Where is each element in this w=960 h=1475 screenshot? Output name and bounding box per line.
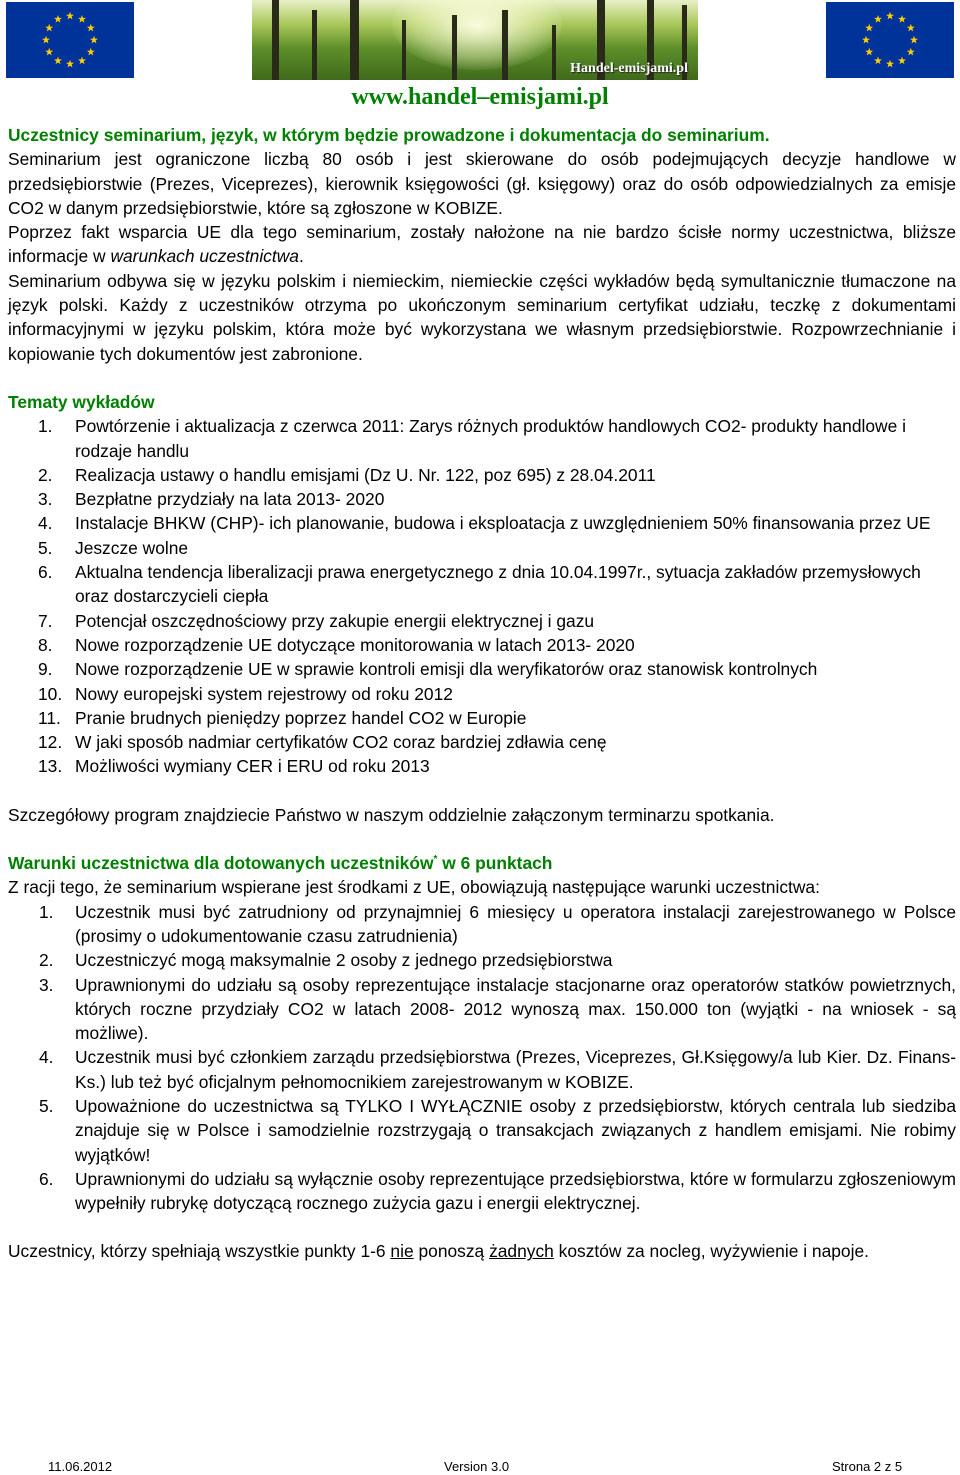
condition-item xyxy=(8,1045,956,1094)
condition-item xyxy=(8,948,956,972)
participation-conditions-reference: warunkach uczestnictwa xyxy=(110,246,299,267)
list-item-text: Uprawnionymi do udziału są wyłącznie osoby reprezentujące przedsiębiorstwa, które w formularzu zgłoszeniowym wypełniły rubrykę dotyczącą rocznego zużycia gazu i energii elektrycznej. xyxy=(75,1168,956,1214)
list-item-number: 6. xyxy=(38,562,53,583)
list-item-text: Aktualna tendencja liberalizacji prawa energetycznego z dnia 10.04.1997r., sytuacja zakładów przemysłowych oraz dostarczycieli ciepła xyxy=(75,562,921,607)
topic-item xyxy=(8,609,956,633)
list-item-text: Uczestnik musi być zatrudniony od przynajmniej 6 miesięcy u operatora instalacji zarejestrowanego w Polsce (prosimy o udokumentowanie czasu zatrudnienia) xyxy=(75,901,956,946)
list-item-text: Pranie brudnych pieniędzy poprzez handel CO2 w Europie xyxy=(75,707,527,728)
topics-list xyxy=(8,414,956,778)
list-item-number: 7. xyxy=(38,610,53,631)
list-item-text: Realizacja ustawy o handlu emisjami (Dz U. Nr. 122, poz 695) z 28.04.2011 xyxy=(75,464,656,485)
list-item-number: 2. xyxy=(39,950,54,971)
list-item-text: Uczestniczyć mogą maksymalnie 2 osoby z jednego przedsiębiorstwa xyxy=(75,950,613,971)
list-item-number: 5. xyxy=(38,537,53,558)
topic-item xyxy=(8,730,956,754)
topic-item xyxy=(8,657,956,681)
site-url: www.handel–emisjami.pl xyxy=(351,84,609,110)
topic-item xyxy=(8,560,956,609)
topic-item xyxy=(8,463,956,487)
footer-date: 11.06.2012 xyxy=(48,1459,113,1474)
condition-item xyxy=(8,900,956,949)
page-header xyxy=(0,0,960,120)
list-item-number: 8. xyxy=(38,634,53,655)
intro-paragraph-1: Seminarium jest ograniczone liczbą 80 osób i jest skierowane do osób podejmujących decyzje handlowe w przedsiębiorstwie (Prezes, Viceprezes), kierownik księgowości (gł. księgowy) oraz do osób odpowiedzialnych za emisje CO2 w danym przedsiębiorstwie, które są zgłoszone w KOBIZE. xyxy=(8,149,956,218)
list-item-number: 1. xyxy=(39,901,54,922)
topic-item xyxy=(8,536,956,560)
footer-page-number: Strona 2 z 5 xyxy=(832,1459,903,1474)
list-item-number: 13. xyxy=(38,756,63,777)
topic-item xyxy=(8,706,956,730)
condition-item xyxy=(8,1167,956,1216)
list-item-text: Uczestnik musi być członkiem zarządu przedsiębiorstwa (Prezes, Viceprezes, Gł.Księgowy/a lub Kier. Dz. Finans-Ks.) lub też być oficjalnym pełnomocnikiem zarejestrowanym w KOBIZE. xyxy=(75,1047,956,1092)
eu-flag-icon xyxy=(826,2,954,78)
list-item-text: Instalacje BHKW (CHP)- ich planowanie, budowa i eksploatacja z uwzględnieniem 50% finansowania przez UE xyxy=(75,513,931,534)
document-body xyxy=(8,123,956,1264)
conditions-intro: Z racji tego, że seminarium wspierane jest środkami z UE, obowiązują następujące warunki uczestnictwa: xyxy=(8,877,820,898)
topics-heading: Tematy wykładów xyxy=(8,391,155,412)
list-item-number: 4. xyxy=(39,1047,54,1068)
list-item-text: Jeszcze wolne xyxy=(75,537,189,558)
list-item-number: 4. xyxy=(38,513,53,534)
list-item-text: Bezpłatne przydziały na lata 2013- 2020 xyxy=(75,489,385,510)
topic-item xyxy=(8,511,956,535)
condition-item xyxy=(8,973,956,1046)
list-item-text: W jaki sposób nadmiar certyfikatów CO2 coraz bardziej zdławia cenę xyxy=(75,732,607,753)
conditions-list xyxy=(8,900,956,1216)
list-item-text: Nowy europejski system rejestrowy od roku 2012 xyxy=(75,683,453,704)
list-item-number: 9. xyxy=(38,659,53,680)
program-note: Szczegółowy program znajdziecie Państwo w naszym oddzielnie załączonym terminarzu spotkania. xyxy=(8,804,775,825)
topic-item xyxy=(8,633,956,657)
list-item-number: 2. xyxy=(38,464,53,485)
list-item-number: 3. xyxy=(39,974,54,995)
list-item-number: 6. xyxy=(39,1168,54,1189)
conditions-heading: Warunki uczestnictwa dla dotowanych uczestników* w 6 punktach xyxy=(8,853,553,874)
intro-paragraph-3: Seminarium odbywa się w języku polskim i niemieckim, niemieckie części wykładów będą symultanicznie tłumaczone na język polski. Każdy z uczestników otrzyma po ukończonym seminarium certyfikat udziału, teczkę z dokumentami informacyjnymi w języku polskim, która może być wykorzystana we własnym przedsiębiorstwie. Rozpowrzechnianie i kopiowanie tych dokumentów jest zabronione. xyxy=(8,270,956,364)
forest-banner-image xyxy=(252,0,698,80)
list-item-text: Nowe rozporządzenie UE dotyczące monitorowania w latach 2013- 2020 xyxy=(75,634,635,655)
topic-item xyxy=(8,487,956,511)
intro-paragraph-2: Poprzez fakt wsparcia UE dla tego seminarium, zostały nałożone na nie bardzo ścisłe normy uczestnictwa, bliższe informacje w warunkach uczestnictwa. xyxy=(8,222,956,267)
list-item-number: 12. xyxy=(38,732,63,753)
topic-item xyxy=(8,754,956,778)
footer-version: Version 3.0 xyxy=(444,1459,510,1474)
list-item-text: Potencjał oszczędnościowy przy zakupie energii elektrycznej i gazu xyxy=(75,610,595,631)
list-item-text: Uprawnionymi do udziału są osoby reprezentujące instalacje stacjonarne oraz operatorów statków powietrznych, których roczne przydziały CO2 w latach 2008- 2012 wynoszą max. 150.000 ton (wyjątki - na wniosek - są możliwe). xyxy=(75,974,956,1044)
banner-brand-logo: Handel-emisjami.pl xyxy=(570,61,688,76)
eu-flag-icon xyxy=(6,2,134,78)
list-item-number: 3. xyxy=(38,489,53,510)
list-item-text: Powtórzenie i aktualizacja z czerwca 2011: Zarys różnych produktów handlowych CO2- produkty handlowe i rodzaje handlu xyxy=(75,416,906,461)
list-item-number: 1. xyxy=(38,416,53,437)
participants-heading: Uczestnicy seminarium, język, w którym będzie prowadzone i dokumentacja do seminarium. xyxy=(8,125,770,145)
list-item-text: Nowe rozporządzenie UE w sprawie kontroli emisji dla weryfikatorów oraz stanowisk kontrolnych xyxy=(75,659,818,680)
list-item-number: 11. xyxy=(38,707,61,728)
list-item-text: Upoważnione do uczestnictwa są TYLKO I WYŁĄCZNIE osoby z przedsiębiorstw, których centrala lub siedziba znajduje się w Polsce i samodzielnie rozstrzygają o transakcjach związanych z handlem emisjami. Nie robimy wyjątków! xyxy=(75,1095,956,1165)
topic-item xyxy=(8,414,956,463)
list-item-number: 10. xyxy=(38,683,63,704)
list-item-number: 5. xyxy=(39,1095,54,1116)
topic-item xyxy=(8,682,956,706)
closing-paragraph: Uczestnicy, którzy spełniają wszystkie punkty 1-6 nie ponoszą żadnych kosztów za nocleg, wyżywienie i napoje. xyxy=(8,1241,869,1262)
list-item-text: Możliwości wymiany CER i ERU od roku 2013 xyxy=(75,756,430,777)
condition-item xyxy=(8,1094,956,1167)
